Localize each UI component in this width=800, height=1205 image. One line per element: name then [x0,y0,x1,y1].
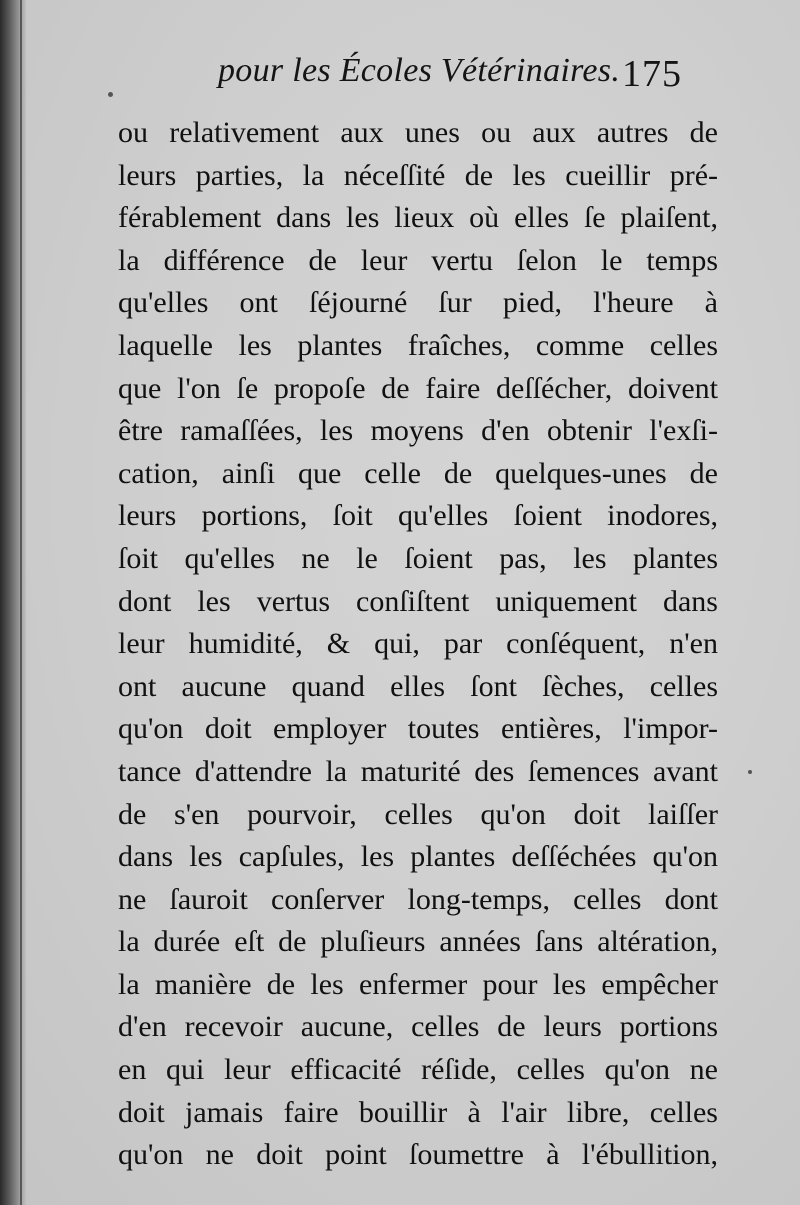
text-line: la manière de les enfermer pour les empêcher [118,967,718,1001]
text-line: ou relativement aux unes ou aux autres de [118,116,718,149]
book-gutter-shadow [0,0,26,1205]
text-line: la différence de leur vertu ſelon le temps [118,243,718,277]
text-line: cation, ainſi que celle de quelques-unes de [118,456,718,490]
text-line: tance d'attendre la maturité des ſemences avant [118,754,718,788]
text-line: être ramaſſées, les moyens d'en obtenir l'exſi- [118,414,718,448]
text-line: dont les vertus conſiſtent uniquement dans [118,584,718,618]
text-line: la durée eſt de pluſieurs années ſans altération, [118,925,718,959]
text-line: dans les capſules, les plantes deſſéchées qu'on [118,840,718,874]
text-line: qu'on ne doit point ſoumettre à l'ébullition, [118,1138,718,1172]
text-line: férablement dans les lieux où elles ſe plaiſent, [118,201,718,235]
text-line: en qui leur efficacité réſide, celles qu'on ne [118,1053,718,1087]
text-line: leur humidité, & qui, par conſéquent, n'en [118,627,718,661]
ink-speck [748,770,752,774]
body-text [118,112,718,1177]
text-line: que l'on ſe propoſe de faire deſſécher, doivent [118,371,718,405]
text-line: ne ſauroit conſerver long-temps, celles dont [118,882,718,916]
page-edge-line [20,0,22,1205]
text-line: doit jamais faire bouillir à l'air libre, celles [118,1095,718,1129]
text-line: leurs parties, la néceſſité de les cueillir pré- [118,158,718,192]
text-line: qu'on doit employer toutes entières, l'impor- [118,712,718,746]
text-line: leurs portions, ſoit qu'elles ſoient inodores, [118,499,718,533]
text-line: laquelle les plantes fraîches, comme celles [118,328,718,362]
text-line: ont aucune quand elles ſont ſèches, celles [118,669,718,703]
text-line: qu'elles ont ſéjourné ſur pied, l'heure à [118,286,718,320]
page-header [0,52,800,102]
text-line: ſoit qu'elles ne le ſoient pas, les plantes [118,541,718,575]
text-line: de s'en pourvoir, celles qu'on doit laiſſer [118,797,718,831]
running-title: pour les Écoles Vétérinaires. [218,52,621,89]
page-number: 175 [622,53,682,95]
text-line: d'en recevoir aucune, celles de leurs portions [118,1010,718,1044]
